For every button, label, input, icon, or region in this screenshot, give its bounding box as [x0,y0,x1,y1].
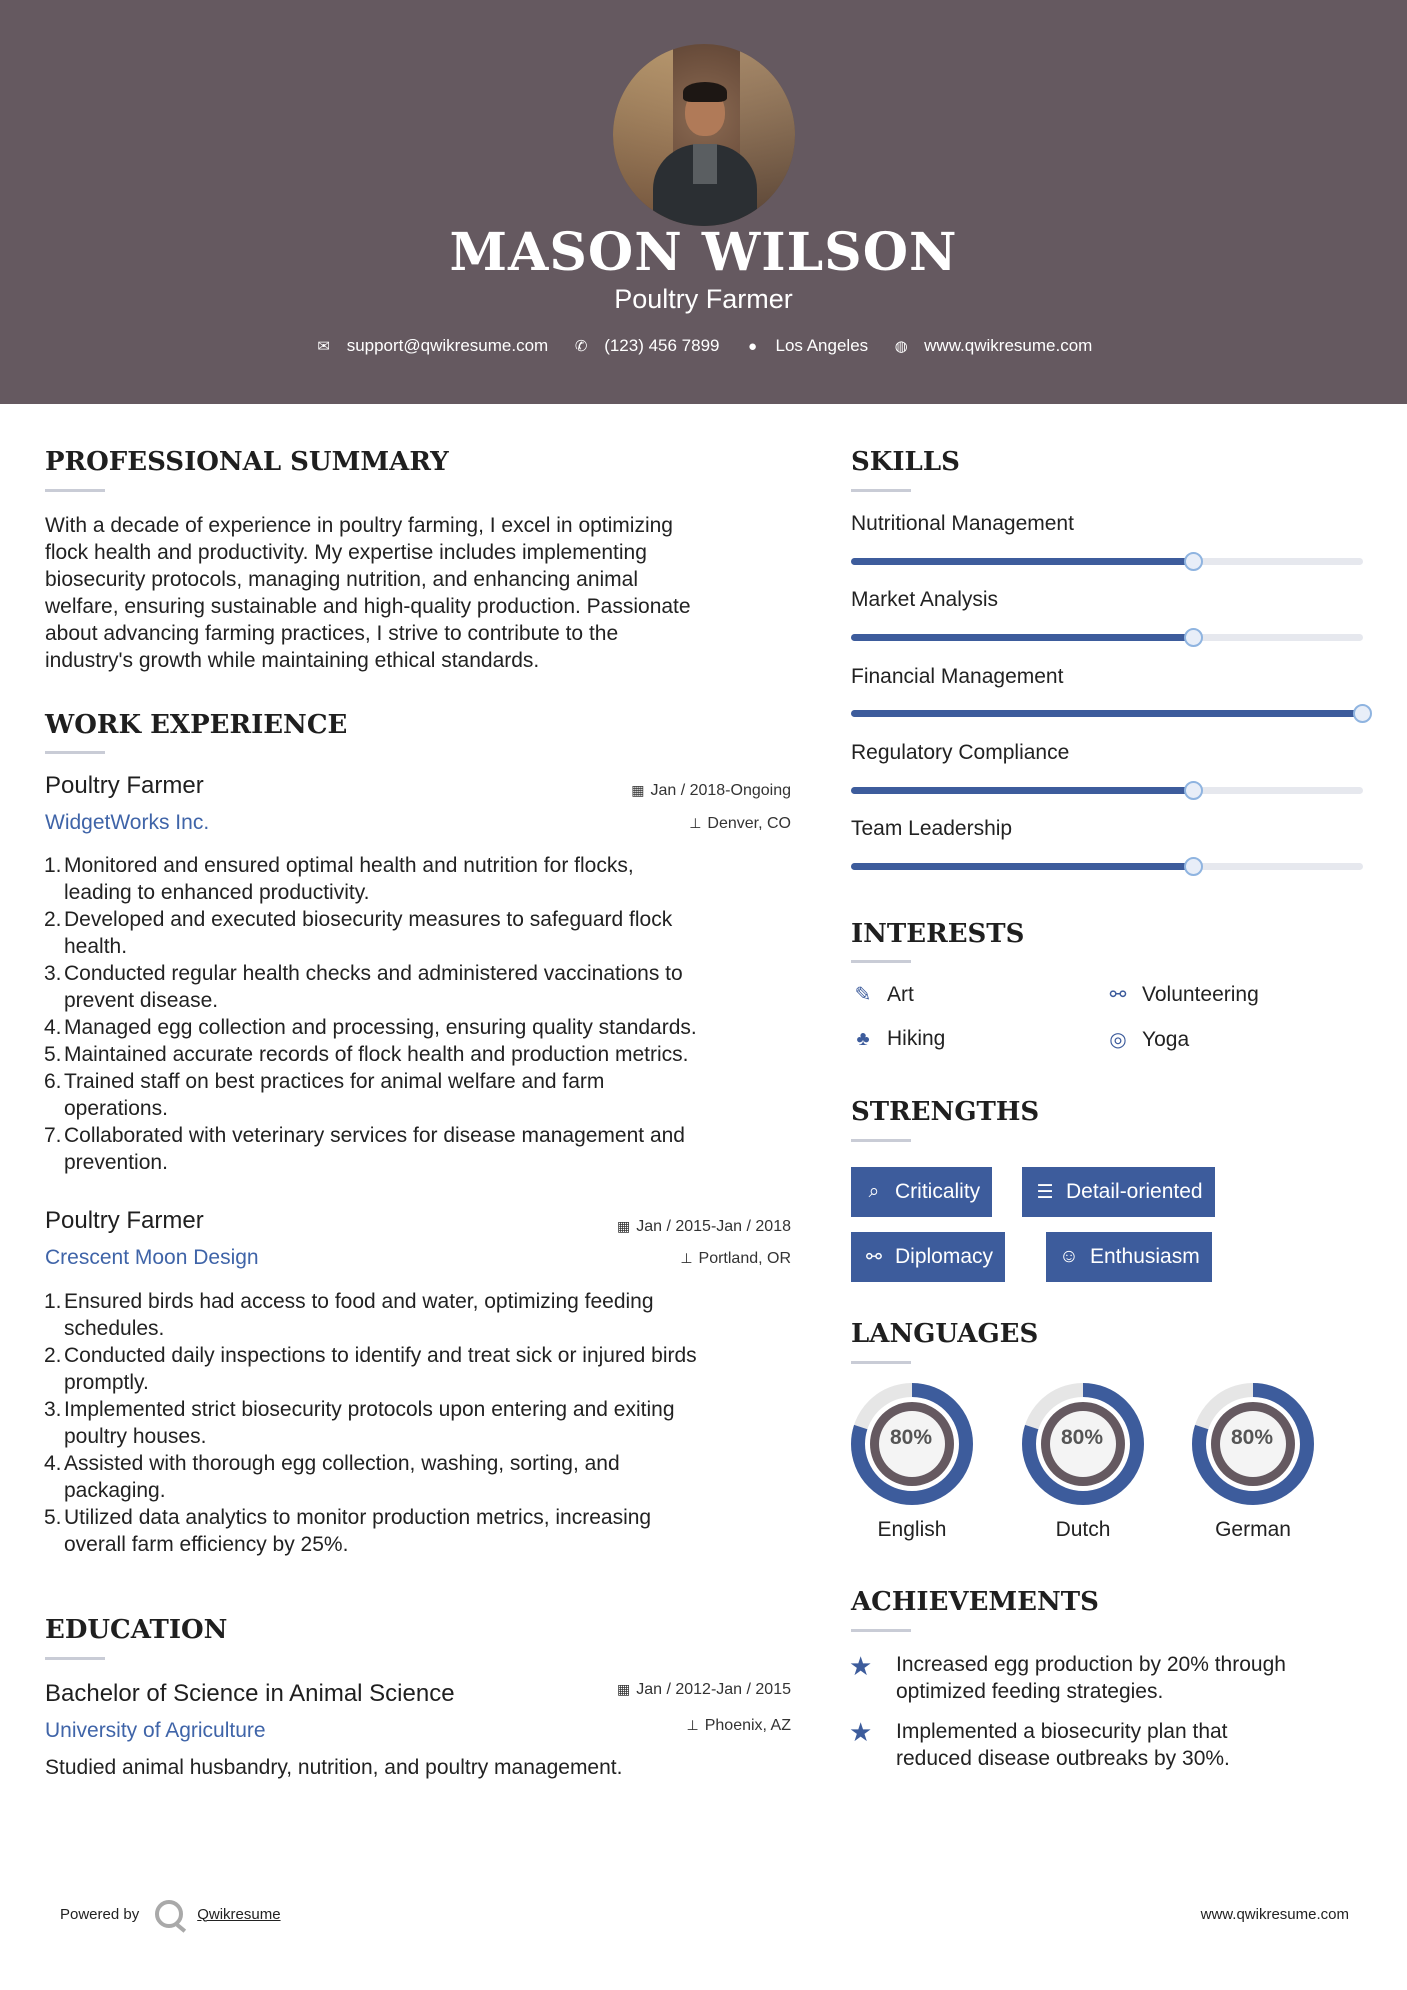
education-location-text: Phoenix, AZ [704,1717,791,1734]
footer-branding [60,1900,281,1928]
footer-url[interactable]: www.qwikresume.com [1200,1906,1349,1923]
language-percent: 80% [1230,1426,1274,1449]
interest-item [1106,982,1259,1007]
language-name: English [877,1518,947,1541]
language-percent: 80% [1060,1426,1104,1449]
handshake-icon: ⚯ [866,1246,882,1268]
interest-item [851,1027,945,1051]
interests-divider [851,960,911,963]
achievement-line: Implemented a biosecurity plan that [896,1720,1228,1743]
languages-divider [851,1361,911,1364]
list-item: 3. Conducted regular health checks and administered vaccinations to prevent disease. [44,962,683,1012]
tree-icon: ♣ [856,1027,870,1050]
achievement-line: Increased egg production by 20% through [896,1653,1286,1676]
phone-icon: ✆ [574,338,588,355]
strength-label: Enthusiasm [1090,1245,1200,1268]
job-date [631,782,791,800]
achievement-line: optimized feeding strategies. [896,1680,1164,1703]
list-item: 2. Conducted daily inspections to identify and treat sick or injured birds promptly. [44,1344,697,1394]
experience-heading: WORK EXPERIENCE [45,710,348,740]
candidate-name: MASON WILSON [449,222,958,283]
job-duties-list [45,1288,805,1558]
summary-line: welfare, ensuring sustainable and high-quality production. Passionate [45,595,691,618]
interest-label: Yoga [1142,1027,1190,1051]
list-item: 7. Collaborated with veterinary services for disease management and prevention. [44,1124,685,1174]
list-item: 6. Trained staff on best practices for animal welfare and farm operations. [44,1070,605,1120]
list-icon: ☰ [1036,1181,1054,1203]
language-name: Dutch [1055,1518,1111,1541]
job-title: Poultry Farmer [45,772,204,799]
strengths-heading: STRENGTHS [851,1097,1040,1127]
life-ring-icon: ◎ [1109,1029,1127,1051]
summary-line: flock health and productivity. My expertise includes implementing [45,541,647,564]
education-date [617,1681,791,1699]
resume-header [0,0,1407,404]
skill-label: Financial Management [851,665,1064,688]
skill-bar-fill [851,710,1363,717]
skill-bar-knob [1353,704,1372,723]
candidate-title: Poultry Farmer [614,284,793,314]
achievements-divider [851,1629,911,1632]
job-title: Poultry Farmer [45,1207,204,1234]
contact-location-text: Los Angeles [775,336,869,355]
interest-label: Hiking [887,1027,946,1050]
powered-by-text: Powered by [60,1905,140,1923]
language-item [1191,1382,1315,1541]
languages-heading: LANGUAGES [851,1319,1039,1349]
profile-photo [613,44,795,226]
interest-label: Volunteering [1142,982,1259,1006]
pin-icon: ⊥ [686,1717,699,1733]
achievement-line: reduced disease outbreaks by 30%. [896,1747,1230,1770]
contact-phone[interactable] [572,336,719,356]
achievement-item [896,1718,1230,1772]
job-date-text: Jan / 2018-Ongoing [650,782,791,799]
job-duties-list [45,852,805,1176]
job-company[interactable]: Crescent Moon Design [45,1246,259,1269]
list-item: 5. Maintained accurate records of flock health and production metrics. [44,1043,689,1066]
skill-label: Team Leadership [851,817,1013,840]
summary-line: about advancing farming practices, I strive to contribute to the [45,622,619,645]
list-item: 4. Managed egg collection and processing, ensuring quality standards. [44,1016,697,1039]
list-item: 3. Implemented strict biosecurity protocols upon entering and exiting poultry houses. [44,1398,675,1448]
contact-location [744,336,869,356]
contact-phone-text: (123) 456 7899 [604,336,720,355]
summary-line: biosecurity protocols, managing nutrition, and enhancing animal [45,568,639,591]
language-item [850,1382,974,1541]
strength-label: Detail-oriented [1066,1180,1203,1203]
language-name: German [1215,1518,1291,1541]
strength-tag [851,1167,992,1217]
contact-website-text: www.qwikresume.com [924,336,1093,355]
strength-label: Criticality [895,1180,981,1203]
strength-label: Diplomacy [895,1245,994,1268]
job-location [689,815,791,833]
list-item: 2. Developed and executed biosecurity measures to safeguard flock health. [44,908,673,958]
contact-bar [0,336,1407,356]
interests-heading: INTERESTS [851,919,1025,949]
interest-item [851,982,914,1007]
strengths-divider [851,1139,911,1142]
summary-line: industry's growth while maintaining ethical standards. [45,649,540,672]
list-item: 1. Monitored and ensured optimal health and nutrition for flocks, leading to enhanced productivity. [44,854,634,904]
skill-bar-knob [1184,628,1203,647]
education-divider [45,1657,105,1660]
smile-icon: ☺ [1059,1246,1079,1267]
envelope-icon: ✉ [317,338,330,355]
handshake-icon: ⚯ [1109,984,1127,1006]
degree-title: Bachelor of Science in Animal Science [45,1680,455,1707]
education-date-text: Jan / 2012-Jan / 2015 [636,1681,791,1698]
language-item [1021,1382,1145,1541]
contact-email[interactable] [315,336,549,356]
skill-bar [851,863,1363,870]
skill-bar [851,710,1363,717]
skill-bar-knob [1184,781,1203,800]
education-location [687,1717,791,1735]
map-pin-icon: ● [747,337,758,355]
qwikresume-logo-icon [155,1900,183,1928]
calendar-icon: ▦ [631,782,645,798]
skill-label: Nutritional Management [851,512,1074,535]
summary-text [45,512,691,674]
globe-icon: ◍ [894,338,908,355]
pin-icon: ⊥ [689,815,702,831]
pin-icon: ⊥ [680,1250,693,1266]
job-location-text: Portland, OR [698,1250,791,1267]
search-icon: ⌕ [868,1181,880,1202]
language-percent: 80% [889,1426,933,1449]
star-icon: ★ [849,1651,873,1681]
summary-divider [45,489,105,492]
job-company[interactable]: WidgetWorks Inc. [45,811,210,834]
skill-bar [851,558,1363,565]
summary-line: With a decade of experience in poultry farming, I excel in optimizing [45,514,673,537]
summary-heading: PROFESSIONAL SUMMARY [45,447,449,477]
strength-tag [1046,1232,1212,1282]
calendar-icon: ▦ [616,1681,631,1697]
skills-heading: SKILLS [851,447,960,477]
education-description: Studied animal husbandry, nutrition, and poultry management. [45,1756,623,1779]
list-item: 1. Ensured birds had access to food and water, optimizing feeding schedules. [44,1290,654,1340]
calendar-icon: ▦ [616,1218,631,1234]
skill-bar-fill [851,787,1194,794]
contact-email-text: support@qwikresume.com [346,336,549,355]
school-name[interactable]: University of Agriculture [45,1719,266,1742]
job-date [617,1218,791,1236]
strength-tag [1022,1167,1215,1217]
star-icon: ★ [849,1717,873,1747]
interest-item [1106,1027,1189,1052]
achievements-heading: ACHIEVEMENTS [851,1587,1099,1617]
strength-tag [851,1232,1005,1282]
interest-label: Art [887,982,914,1006]
experience-divider [45,751,105,754]
contact-website[interactable] [892,336,1092,356]
skill-label: Regulatory Compliance [851,741,1070,764]
skill-bar-fill [851,863,1194,870]
list-item: 4. Assisted with thorough egg collection, washing, sorting, and packaging. [44,1452,620,1502]
job-date-text: Jan / 2015-Jan / 2018 [636,1218,791,1235]
skill-bar-fill [851,558,1194,565]
achievement-item [896,1651,1286,1705]
skill-bar-knob [1184,552,1203,571]
skill-bar-fill [851,634,1194,641]
job-location-text: Denver, CO [707,815,791,832]
skills-divider [851,489,911,492]
skill-bar [851,634,1363,641]
list-item: 5. Utilized data analytics to monitor production metrics, increasing overall farm efficiency by 25%. [44,1506,652,1556]
education-heading: EDUCATION [45,1615,228,1645]
skill-bar-knob [1184,857,1203,876]
brand-link[interactable]: Qwikresume [197,1905,281,1923]
paintbrush-icon: ✎ [854,984,872,1006]
job-location [680,1250,791,1268]
skill-label: Market Analysis [851,588,999,611]
skill-bar [851,787,1363,794]
